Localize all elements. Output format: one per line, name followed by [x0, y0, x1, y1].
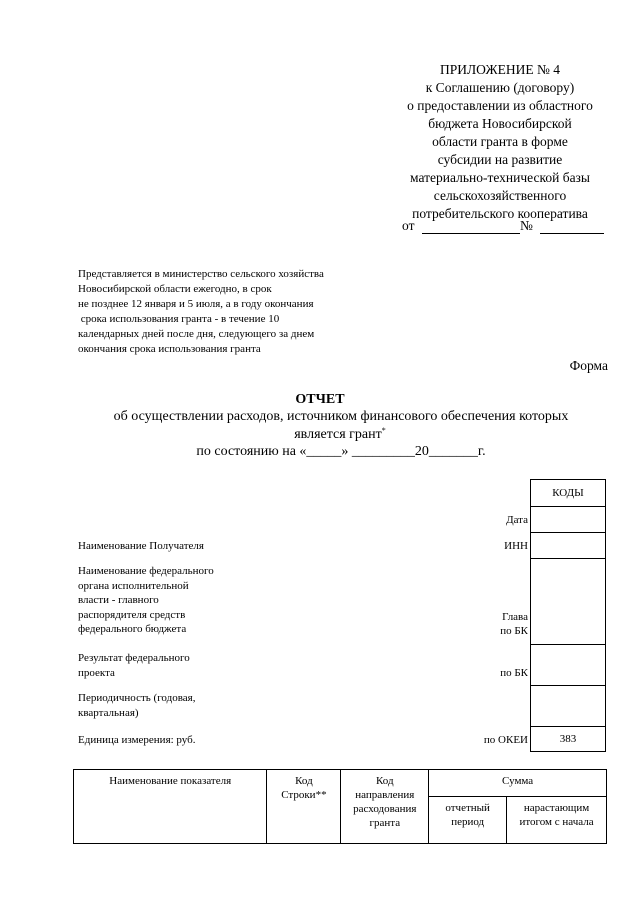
- appendix-line: о предоставлении из областного: [407, 98, 593, 113]
- agreement-date-blank: [422, 233, 520, 234]
- number-sign: №: [520, 218, 533, 233]
- col-sum-header: Сумма: [429, 770, 607, 797]
- col-direction-code-line: гранта: [369, 817, 401, 829]
- project-result-label-line: проекта: [78, 666, 115, 679]
- col-row-code-line: Код: [295, 775, 313, 787]
- federal-body-label: [78, 564, 214, 637]
- appendix-line: сельскохозяйственного: [433, 188, 567, 203]
- date-label: Дата: [506, 514, 528, 526]
- federal-body-label-line: Наименование федерального: [78, 565, 214, 577]
- project-result-label-line: Результат федерального: [78, 652, 190, 664]
- recipient-label: Наименование Получателя: [78, 540, 204, 552]
- appendix-line: материально-технической базы: [410, 170, 590, 185]
- col-row-code-header: [267, 770, 341, 844]
- col-sum-cumulative-header: [507, 797, 607, 844]
- appendix-line: области гранта в форме: [432, 134, 568, 149]
- po-bk-label: по БК: [500, 667, 528, 679]
- report-subtitle-line1: об осуществлении расходов, источником финансового обеспечения которых: [113, 409, 569, 424]
- code-cell-periodicity: [531, 686, 605, 727]
- report-table: [73, 769, 607, 844]
- project-result-label: [78, 651, 190, 680]
- okei-label: по ОКЕИ: [483, 734, 528, 746]
- periodicity-label-line: квартальная): [78, 706, 139, 719]
- code-cell-date: [531, 507, 605, 533]
- col-sum-reporting-line: отчетный: [445, 802, 490, 814]
- code-cell-inn: [531, 533, 605, 559]
- col-direction-code-line: направления: [355, 789, 415, 801]
- col-direction-code-line: расходования: [353, 803, 417, 815]
- note-line: не позднее 12 января и 5 июля, а в году окончания: [78, 298, 314, 310]
- federal-body-label-line: федерального бюджета: [78, 623, 187, 635]
- inn-label: ИНН: [504, 540, 528, 552]
- col-indicator-header: Наименование показателя: [74, 770, 267, 844]
- col-sum-reporting-line: период: [451, 816, 485, 828]
- report-date-line: по состоянию на «_____» _________20_______г.: [196, 444, 486, 459]
- form-label: Форма: [569, 358, 608, 373]
- code-cell-project: [531, 645, 605, 686]
- appendix-line: к Соглашению (договору): [425, 80, 575, 95]
- note-line: срока использования гранта - в течение 10: [78, 313, 280, 325]
- glava-label-line: Глава: [502, 611, 528, 623]
- periodicity-label-line: Периодичность (годовая,: [78, 692, 196, 704]
- note-line: календарных дней после дня, следующего за днем: [78, 328, 315, 340]
- code-cell-okei: 383: [559, 733, 577, 745]
- note-line: Новосибирской области ежегодно, в срок: [78, 283, 272, 295]
- appendix-line: потребительского кооператива: [412, 206, 588, 221]
- appendix-line: субсидии на развитие: [437, 152, 563, 167]
- col-direction-code-header: [341, 770, 429, 844]
- periodicity-label: [78, 691, 195, 720]
- codes-column: [530, 479, 606, 752]
- note-line: Представляется в министерство сельского хозяйства: [78, 268, 324, 280]
- glava-label-line: по БК: [500, 625, 528, 637]
- codes-header: КОДЫ: [531, 480, 605, 507]
- col-direction-code-line: Код: [376, 775, 394, 787]
- glava-label: [500, 610, 528, 638]
- col-sum-cumulative-line: итогом с начала: [519, 816, 594, 828]
- note-line: окончания срока использования гранта: [78, 343, 261, 355]
- agreement-number-blank: [540, 233, 604, 234]
- federal-body-label-line: власти - главного: [78, 594, 159, 606]
- col-sum-cumulative-line: нарастающим: [523, 802, 590, 814]
- code-cell-glava: [531, 559, 605, 645]
- subtitle-text: является грант: [294, 427, 382, 442]
- appendix-title: ПРИЛОЖЕНИЕ № 4: [439, 62, 561, 77]
- appendix-line: бюджета Новосибирской: [428, 116, 572, 131]
- agreement-date-number-line: [402, 218, 533, 234]
- col-row-code-line: Строки**: [281, 789, 327, 801]
- unit-label: Единица измерения: руб.: [78, 734, 196, 746]
- report-subtitle-line2: [0, 426, 640, 443]
- report-title: ОТЧЕТ: [295, 392, 345, 407]
- federal-body-label-line: распорядителя средств: [78, 608, 186, 621]
- date-prefix: от: [402, 218, 415, 233]
- federal-body-label-line: органа исполнительной: [78, 579, 189, 592]
- footnote-mark: *: [381, 426, 386, 435]
- col-sum-reporting-header: [429, 797, 507, 844]
